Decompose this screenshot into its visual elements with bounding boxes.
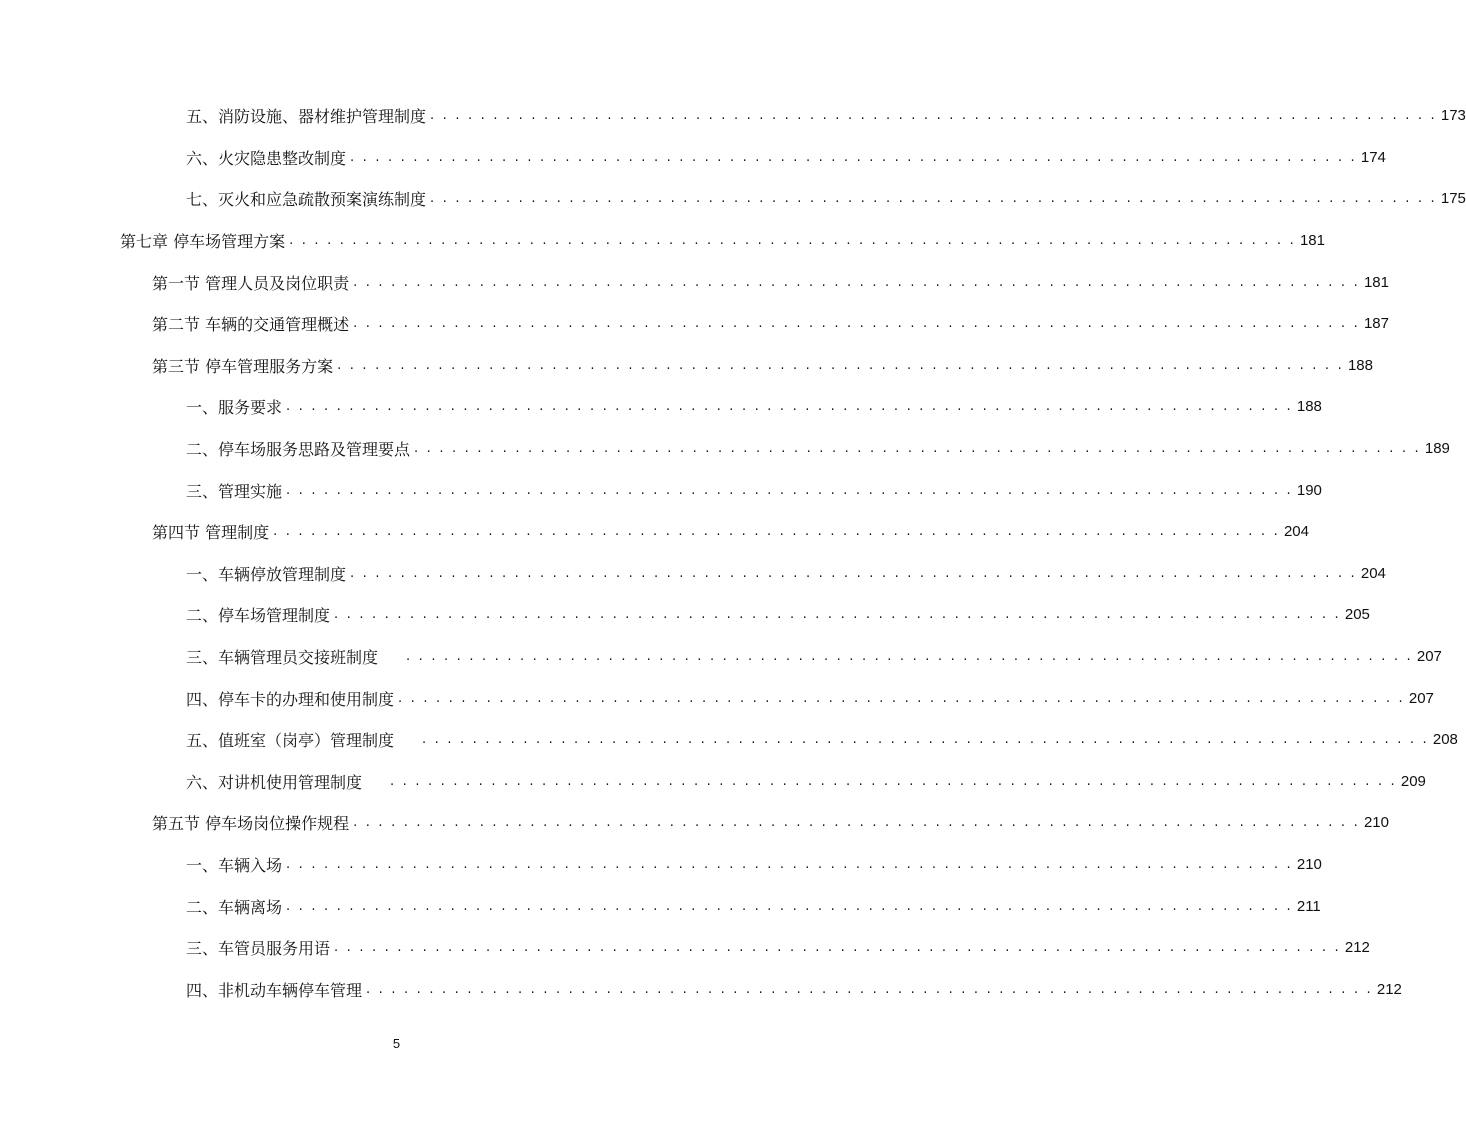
toc-entry-label: 第三节 停车管理服务方案 [152, 356, 334, 376]
toc-entry[interactable] [152, 303, 1389, 345]
toc-dot-leader: . . . . . . . . . . . . . . . . . . . . . . . . . . . . . . . . . . . . . . . . . . . . . . . . . . . . . . . . . . . . . . . . . . . . . . . . . . . . . . . . [414, 441, 1421, 457]
toc-entry[interactable] [120, 220, 1325, 262]
toc-entry-label: 第一节 管理人员及岗位职责 [152, 273, 350, 293]
toc-entry[interactable] [186, 428, 1450, 470]
page-number: 5 [392, 1036, 401, 1051]
toc-entry-page-number: 175 [1440, 190, 1466, 208]
toc-dot-leader: . . . . . . . . . . . . . . . . . . . . . . . . . . . . . . . . . . . . . . . . . . . . . . . . . . . . . . . . . . . . . . . . . . . . . . . . . . . . . . . . [353, 316, 1360, 332]
toc-entry-page-number: 181 [1299, 232, 1325, 250]
toc-dot-leader: . . . . . . . . . . . . . . . . . . . . . . . . . . . . . . . . . . . . . . . . . . . . . . . . . . . . . . . . . . . . . . . . . . . . . . . . . . . . . . . . [286, 856, 1293, 872]
toc-entry-label: 第二节 车辆的交通管理概述 [152, 315, 350, 335]
toc-dot-leader: . . . . . . . . . . . . . . . . . . . . . . . . . . . . . . . . . . . . . . . . . . . . . . . . . . . . . . . . . . . . . . . . . . . . . . . . . . . . . . . . [430, 108, 1437, 124]
toc-entry[interactable] [186, 719, 1458, 761]
toc-entry-label: 一、车辆入场 [186, 855, 283, 875]
toc-entry[interactable] [152, 511, 1309, 553]
toc-entry-label: 四、非机动车辆停车管理 [186, 980, 363, 1000]
toc-entry[interactable] [186, 386, 1322, 428]
toc-dot-leader: . . . . . . . . . . . . . . . . . . . . . . . . . . . . . . . . . . . . . . . . . . . . . . . . . . . . . . . . . . . . . . . . . . . . . . . . . . . . . . . . [273, 524, 1280, 540]
toc-entry-page-number: 174 [1360, 148, 1386, 166]
toc-entry[interactable] [186, 594, 1370, 636]
toc-dot-leader: . . . . . . . . . . . . . . . . . . . . . . . . . . . . . . . . . . . . . . . . . . . . . . . . . . . . . . . . . . . . . . . . . . . . . . . . . . . . . . . . [422, 732, 1429, 748]
toc-dot-leader: . . . . . . . . . . . . . . . . . . . . . . . . . . . . . . . . . . . . . . . . . . . . . . . . . . . . . . . . . . . . . . . . . . . . . . . . . . . . . . . . [337, 357, 1344, 373]
toc-entry[interactable] [186, 553, 1386, 595]
table-of-contents [0, 95, 1466, 1010]
toc-entry-label: 六、对讲机使用管理制度 [186, 772, 363, 792]
toc-entry-page-number: 209 [1400, 772, 1426, 790]
toc-entry-label: 二、停车场管理制度 [186, 606, 331, 626]
toc-entry-page-number: 212 [1344, 939, 1370, 957]
toc-entry-page-number: 210 [1296, 855, 1322, 873]
toc-dot-leader: . . . . . . . . . . . . . . . . . . . . . . . . . . . . . . . . . . . . . . . . . . . . . . . . . . . . . . . . . . . . . . . . . . . . . . . . . . . . . . . . [430, 191, 1437, 207]
toc-entry-page-number: 188 [1296, 398, 1322, 416]
toc-entry-label: 二、车辆离场 [186, 897, 283, 917]
toc-entry[interactable] [186, 844, 1322, 886]
toc-dot-leader: . . . . . . . . . . . . . . . . . . . . . . . . . . . . . . . . . . . . . . . . . . . . . . . . . . . . . . . . . . . . . . . . . . . . . . . . . . . . . . . . [350, 565, 1357, 581]
toc-entry-page-number: 205 [1344, 606, 1370, 624]
toc-dot-leader: . . . . . . . . . . . . . . . . . . . . . . . . . . . . . . . . . . . . . . . . . . . . . . . . . . . . . . . . . . . . . . . . . . . . . . . . . . . . . . . . [289, 233, 1296, 249]
toc-entry-label: 三、车管员服务用语 [186, 939, 331, 959]
toc-dot-leader: . . . . . . . . . . . . . . . . . . . . . . . . . . . . . . . . . . . . . . . . . . . . . . . . . . . . . . . . . . . . . . . . . . . . . . . . . . . . . . . . [353, 274, 1360, 290]
toc-entry-page-number: 188 [1347, 356, 1373, 374]
toc-entry-page-number: 208 [1432, 731, 1458, 749]
toc-entry-label: 第七章 停车场管理方案 [120, 232, 286, 252]
toc-entry-label: 六、火灾隐患整改制度 [186, 148, 347, 168]
toc-entry[interactable] [186, 927, 1370, 969]
toc-entry[interactable] [186, 885, 1321, 927]
toc-entry-label: 第五节 停车场岗位操作规程 [152, 814, 350, 834]
toc-entry[interactable] [186, 178, 1466, 220]
toc-entry[interactable] [152, 345, 1373, 387]
toc-entry-label: 五、消防设施、器材维护管理制度 [186, 107, 427, 127]
toc-entry[interactable] [186, 968, 1402, 1010]
toc-entry-page-number: 190 [1296, 481, 1322, 499]
toc-entry-label: 二、停车场服务思路及管理要点 [186, 440, 411, 460]
toc-entry-page-number: 181 [1363, 273, 1389, 291]
toc-dot-leader: . . . . . . . . . . . . . . . . . . . . . . . . . . . . . . . . . . . . . . . . . . . . . . . . . . . . . . . . . . . . . . . . . . . . . . . . . . . . . . . . [334, 607, 1341, 623]
toc-dot-leader: . . . . . . . . . . . . . . . . . . . . . . . . . . . . . . . . . . . . . . . . . . . . . . . . . . . . . . . . . . . . . . . . . . . . . . . . . . . . . . . . [350, 149, 1357, 165]
toc-dot-leader: . . . . . . . . . . . . . . . . . . . . . . . . . . . . . . . . . . . . . . . . . . . . . . . . . . . . . . . . . . . . . . . . . . . . . . . . . . . . . . . . [286, 482, 1293, 498]
toc-entry-page-number: 204 [1283, 523, 1309, 541]
toc-dot-leader: . . . . . . . . . . . . . . . . . . . . . . . . . . . . . . . . . . . . . . . . . . . . . . . . . . . . . . . . . . . . . . . . . . . . . . . . . . . . . . . . [334, 940, 1341, 956]
toc-entry[interactable] [186, 137, 1386, 179]
toc-dot-leader: . . . . . . . . . . . . . . . . . . . . . . . . . . . . . . . . . . . . . . . . . . . . . . . . . . . . . . . . . . . . . . . . . . . . . . . . . . . . . . . . [406, 649, 1413, 665]
toc-entry-page-number: 173 [1440, 107, 1466, 125]
toc-dot-leader: . . . . . . . . . . . . . . . . . . . . . . . . . . . . . . . . . . . . . . . . . . . . . . . . . . . . . . . . . . . . . . . . . . . . . . . . . . . . . . . . [286, 898, 1293, 914]
toc-entry-page-number: 207 [1408, 689, 1434, 707]
toc-entry-page-number: 212 [1376, 980, 1402, 998]
toc-entry[interactable] [152, 261, 1389, 303]
toc-entry-page-number: 207 [1416, 648, 1442, 666]
toc-entry[interactable] [186, 95, 1466, 137]
toc-dot-leader: . . . . . . . . . . . . . . . . . . . . . . . . . . . . . . . . . . . . . . . . . . . . . . . . . . . . . . . . . . . . . . . . . . . . . . . . . . . . . . . . [353, 815, 1360, 831]
toc-entry-page-number: 211 [1296, 897, 1321, 915]
toc-dot-leader: . . . . . . . . . . . . . . . . . . . . . . . . . . . . . . . . . . . . . . . . . . . . . . . . . . . . . . . . . . . . . . . . . . . . . . . . . . . . . . . . [398, 690, 1405, 706]
toc-entry[interactable] [186, 636, 1442, 678]
toc-entry-label: 一、车辆停放管理制度 [186, 564, 347, 584]
toc-entry-page-number: 187 [1363, 315, 1389, 333]
toc-entry-label: 第四节 管理制度 [152, 523, 270, 543]
toc-entry-page-number: 189 [1424, 440, 1450, 458]
toc-dot-leader: . . . . . . . . . . . . . . . . . . . . . . . . . . . . . . . . . . . . . . . . . . . . . . . . . . . . . . . . . . . . . . . . . . . . . . . . . . . . . . . . [366, 981, 1373, 997]
toc-entry[interactable] [186, 761, 1426, 803]
toc-entry-label: 三、车辆管理员交接班制度 [186, 648, 379, 668]
toc-entry[interactable] [186, 677, 1434, 719]
toc-entry[interactable] [186, 469, 1322, 511]
toc-entry-page-number: 210 [1363, 814, 1389, 832]
toc-dot-leader: . . . . . . . . . . . . . . . . . . . . . . . . . . . . . . . . . . . . . . . . . . . . . . . . . . . . . . . . . . . . . . . . . . . . . . . . . . . . . . . . [286, 399, 1293, 415]
toc-entry-label: 五、值班室（岗亭）管理制度 [186, 731, 395, 751]
toc-entry-label: 四、停车卡的办理和使用制度 [186, 689, 395, 709]
toc-entry-label: 一、服务要求 [186, 398, 283, 418]
toc-entry-label: 七、灭火和应急疏散预案演练制度 [186, 190, 427, 210]
toc-dot-leader: . . . . . . . . . . . . . . . . . . . . . . . . . . . . . . . . . . . . . . . . . . . . . . . . . . . . . . . . . . . . . . . . . . . . . . . . . . . . . . . . [390, 773, 1397, 789]
toc-entry-label: 三、管理实施 [186, 481, 283, 501]
toc-entry[interactable] [152, 802, 1389, 844]
toc-entry-page-number: 204 [1360, 564, 1386, 582]
